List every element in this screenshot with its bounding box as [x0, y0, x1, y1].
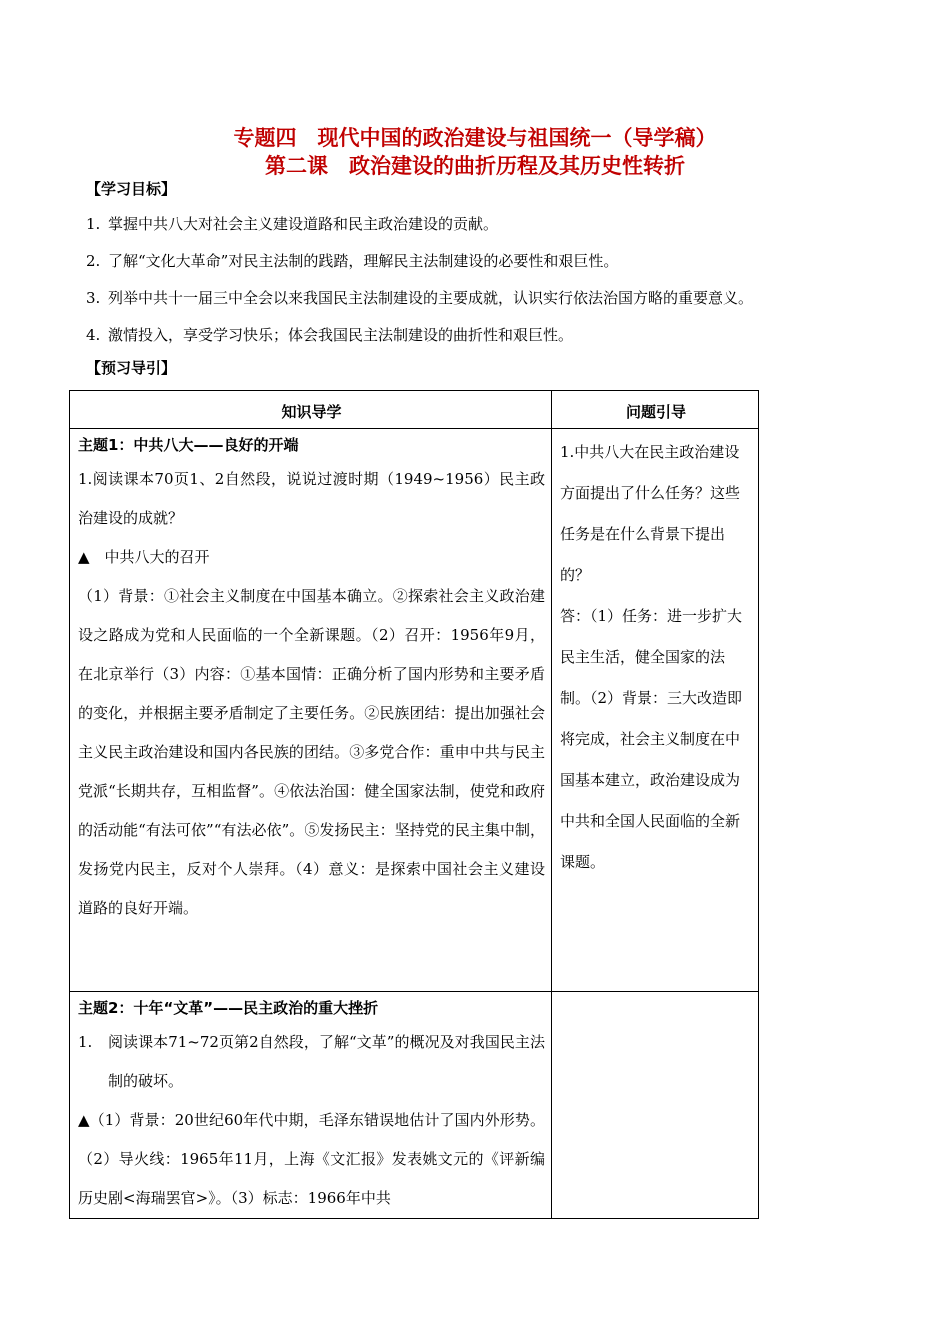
- content-paragraph: （1）背景：①社会主义制度在中国基本确立。②探索社会主义政治建设之路成为党和人民面临的一个全新课题。（2）召开：1956年9月，在北京举行（3）内容：①基本国情：正确分析了国内形势和主要矛盾的变化，并根据主要矛盾制定了主要任务。②民族团结：提出加强社会主义民主政治建设和国内各民族的团结。③多党合作：重申中共与民主党派“长期共存，互相监督”。④依法治国：健全国家法制，使党和政府的活动能“有法可依”“有法必依”。⑤发扬民主：坚持党的民主集中制，发扬党内民主，反对个人崇拜。（4）意义：是探索中国社会主义建设道路的良好开端。: [78, 587, 545, 917]
- column-header-knowledge: 知识导学: [70, 391, 552, 429]
- page-subtitle: 第二课 政治建设的曲折历程及其历史性转折: [265, 154, 685, 178]
- task-number: 1.: [78, 1033, 93, 1051]
- objective-item: [86, 323, 753, 360]
- objectives-heading: 【学习目标】: [86, 180, 177, 198]
- table-header-row: [70, 391, 759, 429]
- preview-heading: 【预习导引】: [86, 359, 177, 377]
- question-cell: [552, 992, 759, 1219]
- question-cell: [552, 429, 759, 992]
- reading-task: [78, 1023, 545, 1101]
- knowledge-cell: [70, 429, 552, 992]
- reading-task: 1.阅读课本70页1、2自然段，说说过渡时期（1949~1956）民主政治建设的成就？: [78, 470, 545, 527]
- table-row: [70, 992, 759, 1219]
- objective-number: 1.: [86, 215, 101, 233]
- objective-item: [86, 249, 753, 286]
- guide-question: 1.中共八大在民主政治建设方面提出了什么任务？这些任务是在什么背景下提出的？: [560, 443, 741, 584]
- objective-number: 4.: [86, 326, 101, 344]
- objective-text: 激情投入，享受学习快乐；体会我国民主法制建设的曲折性和艰巨性。: [108, 326, 574, 344]
- table-row: [70, 429, 759, 992]
- objective-item: [86, 212, 753, 249]
- objective-text: 掌握中共八大对社会主义建设道路和民主政治建设的贡献。: [108, 215, 499, 233]
- objective-item: [86, 286, 753, 323]
- subheading: ▲ 中共八大的召开: [78, 548, 210, 566]
- objective-text: 列举中共十一届三中全会以来我国民主法制建设的主要成就，认识实行依法治国方略的重要意义。: [108, 289, 754, 307]
- objective-text: 了解“文化大革命”对民主法制的践踏，理解民主法制建设的必要性和艰巨性。: [108, 252, 619, 270]
- task-text: 阅读课本71~72页第2自然段，了解“文革”的概况及对我国民主法制的破坏。: [108, 1033, 545, 1090]
- knowledge-cell: [70, 992, 552, 1219]
- guide-answer: 答：（1）任务：进一步扩大民主生活，健全国家的法制。（2）背景：三大改造即将完成，社会主义制度在中国基本建立，政治建设成为中共和全国人民面临的全新课题。: [560, 607, 743, 871]
- column-header-questions: 问题引导: [552, 391, 759, 429]
- page-title: 专题四 现代中国的政治建设与祖国统一（导学稿）: [233, 126, 717, 150]
- topic-heading: 主题1：中共八大——良好的开端: [78, 436, 299, 454]
- content-paragraph: ▲（1）背景：20世纪60年代中期，毛泽东错误地估计了国内外形势。（2）导火线：1965年11月，上海《文汇报》发表姚文元的《评新编历史剧<海瑞罢官>》。（3）标志：1966年中共: [78, 1111, 545, 1207]
- objective-number: 2.: [86, 252, 101, 270]
- study-table: [69, 390, 759, 1219]
- objective-number: 3.: [86, 289, 101, 307]
- topic-heading: 主题2：十年“文革”——民主政治的重大挫折: [78, 999, 379, 1017]
- objectives-list: [86, 212, 753, 360]
